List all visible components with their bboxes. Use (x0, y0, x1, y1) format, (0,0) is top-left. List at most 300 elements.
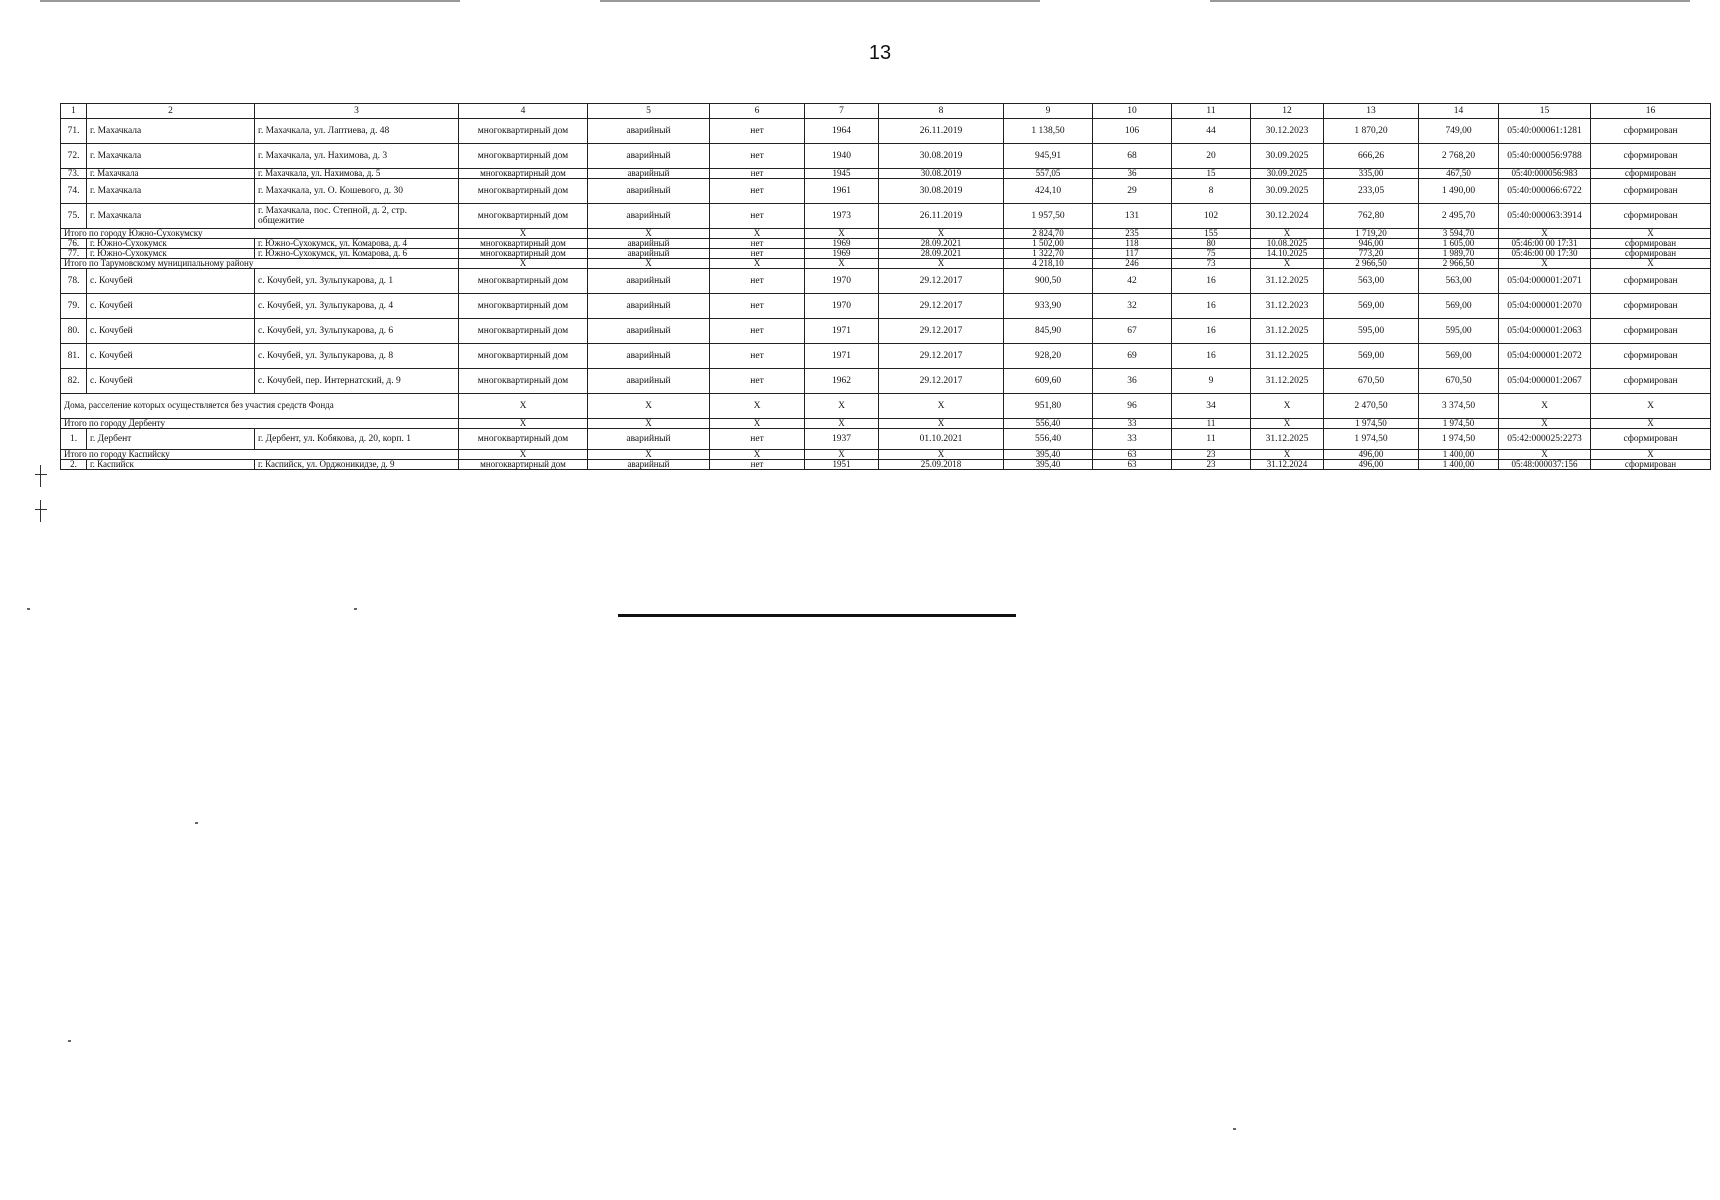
subtotal-value-cell: X (879, 394, 1004, 419)
subtotal-row (61, 259, 1711, 269)
table-row (61, 179, 1711, 204)
table-row (61, 119, 1711, 144)
locality-cell: г. Махачкала (87, 169, 255, 179)
column-header: 11 (1172, 104, 1251, 119)
residents-cell: 36 (1093, 369, 1172, 394)
address-cell: г. Махачкала, ул. Лаптиева, д. 48 (255, 119, 459, 144)
total-area-cell: 424,10 (1004, 179, 1093, 204)
subtotal-value-cell: X (1499, 259, 1591, 269)
year-built-cell: 1973 (805, 204, 879, 229)
recognition-flag-cell: нет (710, 269, 805, 294)
cadastral-number-cell: 05:40:000061:1281 (1499, 119, 1591, 144)
total-area-cell: 1 138,50 (1004, 119, 1093, 144)
address-cell: г. Махачкала, ул. Нахимова, д. 5 (255, 169, 459, 179)
recognition-date-cell: 30.08.2019 (879, 179, 1004, 204)
cadastral-number-cell: 05:04:000001:2072 (1499, 344, 1591, 369)
condition-cell: аварийный (588, 344, 710, 369)
locality-cell: г. Южно-Сухокумск (87, 249, 255, 259)
subtotal-value-cell: X (1591, 450, 1711, 460)
recognition-flag-cell: нет (710, 239, 805, 249)
subtotal-value-cell: X (588, 229, 710, 239)
subtotal-value-cell: 3 594,70 (1419, 229, 1499, 239)
table-row (61, 169, 1711, 179)
column-header: 15 (1499, 104, 1591, 119)
resettlement-deadline-cell: 31.12.2025 (1251, 344, 1324, 369)
subtotal-value-cell: 34 (1172, 394, 1251, 419)
margin-annotation-mark (40, 465, 55, 487)
area-value-13-cell: 496,00 (1324, 460, 1419, 470)
building-type-cell: многоквартирный дом (459, 344, 588, 369)
building-type-cell: многоквартирный дом (459, 460, 588, 470)
area-value-13-cell: 563,00 (1324, 269, 1419, 294)
units-cell: 16 (1172, 344, 1251, 369)
cadastral-number-cell: 05:04:000001:2071 (1499, 269, 1591, 294)
resettlement-deadline-cell: 31.12.2025 (1251, 429, 1324, 450)
building-type-cell: многоквартирный дом (459, 204, 588, 229)
condition-cell: аварийный (588, 460, 710, 470)
year-built-cell: 1961 (805, 179, 879, 204)
residents-cell: 33 (1093, 429, 1172, 450)
residents-cell: 42 (1093, 269, 1172, 294)
subtotal-row (61, 419, 1711, 429)
area-value-14-cell: 2 768,20 (1419, 144, 1499, 169)
status-cell: сформирован (1591, 169, 1711, 179)
row-number-cell: 81. (61, 344, 87, 369)
subtotal-value-cell: X (710, 229, 805, 239)
total-area-cell: 928,20 (1004, 344, 1093, 369)
scan-edge-mark (40, 0, 460, 2)
area-value-14-cell: 1 490,00 (1419, 179, 1499, 204)
row-number-cell: 82. (61, 369, 87, 394)
closing-rule (618, 614, 1016, 617)
table-row (61, 429, 1711, 450)
building-type-cell: многоквартирный дом (459, 294, 588, 319)
status-cell: сформирован (1591, 179, 1711, 204)
units-cell: 75 (1172, 249, 1251, 259)
status-cell: сформирован (1591, 344, 1711, 369)
table-row (61, 239, 1711, 249)
scan-speck (27, 608, 30, 610)
area-value-14-cell: 1 989,70 (1419, 249, 1499, 259)
resettlement-deadline-cell: 31.12.2025 (1251, 319, 1324, 344)
locality-cell: с. Кочубей (87, 269, 255, 294)
recognition-date-cell: 29.12.2017 (879, 294, 1004, 319)
recognition-flag-cell: нет (710, 460, 805, 470)
row-number-cell: 76. (61, 239, 87, 249)
units-cell: 80 (1172, 239, 1251, 249)
status-cell: сформирован (1591, 319, 1711, 344)
subtotal-value-cell: 63 (1093, 450, 1172, 460)
status-cell: сформирован (1591, 429, 1711, 450)
subtotal-row (61, 394, 1711, 419)
subtotal-value-cell: X (1591, 229, 1711, 239)
address-cell: г. Южно-Сухокумск, ул. Комарова, д. 6 (255, 249, 459, 259)
subtotal-value-cell: 235 (1093, 229, 1172, 239)
total-area-cell: 557,05 (1004, 169, 1093, 179)
locality-cell: г. Махачкала (87, 144, 255, 169)
status-cell: сформирован (1591, 294, 1711, 319)
building-type-cell: многоквартирный дом (459, 429, 588, 450)
area-value-14-cell: 563,00 (1419, 269, 1499, 294)
resettlement-deadline-cell: 31.12.2024 (1251, 460, 1324, 470)
locality-cell: г. Махачкала (87, 119, 255, 144)
address-cell: г. Дербент, ул. Кобякова, д. 20, корп. 1 (255, 429, 459, 450)
total-area-cell: 945,91 (1004, 144, 1093, 169)
subtotal-value-cell: X (1251, 450, 1324, 460)
condition-cell: аварийный (588, 294, 710, 319)
area-value-13-cell: 595,00 (1324, 319, 1419, 344)
area-value-14-cell: 1 400,00 (1419, 460, 1499, 470)
address-cell: с. Кочубей, ул. Зульпукарова, д. 1 (255, 269, 459, 294)
status-cell: сформирован (1591, 460, 1711, 470)
building-type-cell: многоквартирный дом (459, 249, 588, 259)
locality-cell: с. Кочубей (87, 344, 255, 369)
address-cell: с. Кочубей, ул. Зульпукарова, д. 8 (255, 344, 459, 369)
subtotal-value-cell: 11 (1172, 419, 1251, 429)
residents-cell: 117 (1093, 249, 1172, 259)
subtotal-value-cell: X (459, 419, 588, 429)
subtotal-value-cell: X (1591, 394, 1711, 419)
year-built-cell: 1971 (805, 344, 879, 369)
residents-cell: 118 (1093, 239, 1172, 249)
resettlement-deadline-cell: 30.12.2024 (1251, 204, 1324, 229)
address-cell: г. Махачкала, ул. Нахимова, д. 3 (255, 144, 459, 169)
recognition-date-cell: 26.11.2019 (879, 204, 1004, 229)
units-cell: 11 (1172, 429, 1251, 450)
status-cell: сформирован (1591, 249, 1711, 259)
condition-cell: аварийный (588, 319, 710, 344)
subtotal-value-cell: 4 218,10 (1004, 259, 1093, 269)
subtotal-value-cell: 73 (1172, 259, 1251, 269)
area-value-14-cell: 1 605,00 (1419, 239, 1499, 249)
locality-cell: г. Махачкала (87, 204, 255, 229)
scan-speck (1233, 1128, 1236, 1130)
subtotal-value-cell: 3 374,50 (1419, 394, 1499, 419)
subtotal-value-cell: 951,80 (1004, 394, 1093, 419)
recognition-flag-cell: нет (710, 429, 805, 450)
locality-cell: г. Каспийск (87, 460, 255, 470)
recognition-date-cell: 28.09.2021 (879, 239, 1004, 249)
units-cell: 16 (1172, 319, 1251, 344)
column-header: 12 (1251, 104, 1324, 119)
residents-cell: 32 (1093, 294, 1172, 319)
total-area-cell: 1 322,70 (1004, 249, 1093, 259)
subtotal-value-cell: 1 974,50 (1419, 419, 1499, 429)
building-type-cell: многоквартирный дом (459, 144, 588, 169)
condition-cell: аварийный (588, 144, 710, 169)
subtotal-value-cell: 556,40 (1004, 419, 1093, 429)
resettlement-deadline-cell: 31.12.2023 (1251, 294, 1324, 319)
subtotal-value-cell: 2 824,70 (1004, 229, 1093, 239)
area-value-13-cell: 666,26 (1324, 144, 1419, 169)
address-cell: с. Кочубей, ул. Зульпукарова, д. 6 (255, 319, 459, 344)
condition-cell: аварийный (588, 249, 710, 259)
row-number-cell: 80. (61, 319, 87, 344)
recognition-flag-cell: нет (710, 369, 805, 394)
address-cell: г. Махачкала, пос. Степной, д. 2, стр. общежитие (255, 204, 459, 229)
residents-cell: 131 (1093, 204, 1172, 229)
units-cell: 23 (1172, 460, 1251, 470)
resettlement-deadline-cell: 30.09.2025 (1251, 179, 1324, 204)
area-value-13-cell: 1 974,50 (1324, 429, 1419, 450)
subtotal-value-cell: X (710, 419, 805, 429)
column-header: 9 (1004, 104, 1093, 119)
subtotal-value-cell: 96 (1093, 394, 1172, 419)
address-cell: с. Кочубей, пер. Интернатский, д. 9 (255, 369, 459, 394)
column-header: 1 (61, 104, 87, 119)
subtotal-label: Дома, расселение которых осуществляется без участия средств Фонда (61, 394, 459, 419)
subtotal-label: Итого по городу Каспийску (61, 450, 459, 460)
status-cell: сформирован (1591, 144, 1711, 169)
area-value-13-cell: 233,05 (1324, 179, 1419, 204)
residents-cell: 68 (1093, 144, 1172, 169)
status-cell: сформирован (1591, 369, 1711, 394)
units-cell: 15 (1172, 169, 1251, 179)
table-row (61, 249, 1711, 259)
recognition-date-cell: 29.12.2017 (879, 269, 1004, 294)
table-row (61, 294, 1711, 319)
resettlement-deadline-cell: 31.12.2025 (1251, 269, 1324, 294)
units-cell: 9 (1172, 369, 1251, 394)
total-area-cell: 933,90 (1004, 294, 1093, 319)
address-cell: г. Махачкала, ул. О. Кошевого, д. 30 (255, 179, 459, 204)
column-header: 8 (879, 104, 1004, 119)
column-header: 4 (459, 104, 588, 119)
subtotal-value-cell: X (1499, 450, 1591, 460)
table-row (61, 344, 1711, 369)
subtotal-value-cell: X (588, 419, 710, 429)
subtotal-value-cell: X (710, 259, 805, 269)
year-built-cell: 1937 (805, 429, 879, 450)
units-cell: 8 (1172, 179, 1251, 204)
resettlement-deadline-cell: 30.09.2025 (1251, 169, 1324, 179)
subtotal-value-cell: 246 (1093, 259, 1172, 269)
row-number-cell: 77. (61, 249, 87, 259)
recognition-flag-cell: нет (710, 119, 805, 144)
condition-cell: аварийный (588, 239, 710, 249)
recognition-date-cell: 29.12.2017 (879, 319, 1004, 344)
units-cell: 44 (1172, 119, 1251, 144)
condition-cell: аварийный (588, 429, 710, 450)
recognition-date-cell: 29.12.2017 (879, 369, 1004, 394)
subtotal-value-cell: X (1591, 419, 1711, 429)
subtotal-value-cell: X (805, 229, 879, 239)
table-row (61, 460, 1711, 470)
condition-cell: аварийный (588, 369, 710, 394)
subtotal-value-cell: 395,40 (1004, 450, 1093, 460)
area-value-14-cell: 670,50 (1419, 369, 1499, 394)
subtotal-value-cell: X (1251, 259, 1324, 269)
year-built-cell: 1945 (805, 169, 879, 179)
area-value-13-cell: 946,00 (1324, 239, 1419, 249)
recognition-flag-cell: нет (710, 179, 805, 204)
subtotal-value-cell: X (710, 450, 805, 460)
subtotal-value-cell: X (588, 450, 710, 460)
subtotal-label: Итого по городу Южно-Сухокумску (61, 229, 459, 239)
subtotal-value-cell: X (805, 419, 879, 429)
subtotal-value-cell: 1 974,50 (1324, 419, 1419, 429)
row-number-cell: 2. (61, 460, 87, 470)
area-value-14-cell: 2 495,70 (1419, 204, 1499, 229)
year-built-cell: 1962 (805, 369, 879, 394)
area-value-13-cell: 762,80 (1324, 204, 1419, 229)
scan-speck (354, 608, 357, 610)
cadastral-number-cell: 05:48:000037:156 (1499, 460, 1591, 470)
table-row (61, 319, 1711, 344)
resettlement-deadline-cell: 14.10.2025 (1251, 249, 1324, 259)
area-value-13-cell: 773,20 (1324, 249, 1419, 259)
cadastral-number-cell: 05:46:00 00 17:31 (1499, 239, 1591, 249)
area-value-14-cell: 569,00 (1419, 294, 1499, 319)
area-value-14-cell: 1 974,50 (1419, 429, 1499, 450)
subtotal-value-cell: X (805, 450, 879, 460)
column-header: 2 (87, 104, 255, 119)
status-cell: сформирован (1591, 119, 1711, 144)
residents-cell: 67 (1093, 319, 1172, 344)
recognition-flag-cell: нет (710, 294, 805, 319)
subtotal-value-cell: X (459, 229, 588, 239)
recognition-date-cell: 29.12.2017 (879, 344, 1004, 369)
subtotal-value-cell: X (1251, 394, 1324, 419)
recognition-date-cell: 28.09.2021 (879, 249, 1004, 259)
row-number-cell: 72. (61, 144, 87, 169)
subtotal-value-cell: X (459, 394, 588, 419)
locality-cell: г. Махачкала (87, 179, 255, 204)
total-area-cell: 556,40 (1004, 429, 1093, 450)
condition-cell: аварийный (588, 119, 710, 144)
total-area-cell: 845,90 (1004, 319, 1093, 344)
subtotal-value-cell: X (588, 259, 710, 269)
units-cell: 16 (1172, 269, 1251, 294)
subtotal-value-cell: X (879, 259, 1004, 269)
cadastral-number-cell: 05:04:000001:2070 (1499, 294, 1591, 319)
total-area-cell: 395,40 (1004, 460, 1093, 470)
row-number-cell: 71. (61, 119, 87, 144)
row-number-cell: 78. (61, 269, 87, 294)
row-number-cell: 74. (61, 179, 87, 204)
building-type-cell: многоквартирный дом (459, 369, 588, 394)
recognition-flag-cell: нет (710, 249, 805, 259)
units-cell: 20 (1172, 144, 1251, 169)
resettlement-deadline-cell: 31.12.2025 (1251, 369, 1324, 394)
subtotal-value-cell: 1 719,20 (1324, 229, 1419, 239)
units-cell: 16 (1172, 294, 1251, 319)
year-built-cell: 1969 (805, 249, 879, 259)
status-cell: сформирован (1591, 269, 1711, 294)
subtotal-value-cell: 33 (1093, 419, 1172, 429)
column-header: 10 (1093, 104, 1172, 119)
subtotal-row (61, 450, 1711, 460)
scan-speck (195, 822, 198, 824)
subtotal-value-cell: 2 966,50 (1419, 259, 1499, 269)
recognition-flag-cell: нет (710, 344, 805, 369)
subtotal-value-cell: 496,00 (1324, 450, 1419, 460)
address-cell: г. Каспийск, ул. Орджоникидзе, д. 9 (255, 460, 459, 470)
recognition-date-cell: 30.08.2019 (879, 169, 1004, 179)
area-value-13-cell: 670,50 (1324, 369, 1419, 394)
recognition-date-cell: 25.09.2018 (879, 460, 1004, 470)
subtotal-value-cell: 23 (1172, 450, 1251, 460)
subtotal-label: Итого по Тарумовскому муниципальному району (61, 259, 459, 269)
total-area-cell: 900,50 (1004, 269, 1093, 294)
cadastral-number-cell: 05:46:00 00 17:30 (1499, 249, 1591, 259)
subtotal-value-cell: X (805, 259, 879, 269)
locality-cell: с. Кочубей (87, 319, 255, 344)
scan-speck (68, 1040, 71, 1042)
scan-edge-mark (600, 0, 1040, 2)
condition-cell: аварийный (588, 179, 710, 204)
building-type-cell: многоквартирный дом (459, 269, 588, 294)
area-value-13-cell: 1 870,20 (1324, 119, 1419, 144)
cadastral-number-cell: 05:04:000001:2063 (1499, 319, 1591, 344)
address-cell: с. Кочубей, ул. Зульпукарова, д. 4 (255, 294, 459, 319)
year-built-cell: 1970 (805, 294, 879, 319)
residents-cell: 69 (1093, 344, 1172, 369)
subtotal-label: Итого по городу Дербенту (61, 419, 459, 429)
cadastral-number-cell: 05:40:000063:3914 (1499, 204, 1591, 229)
condition-cell: аварийный (588, 269, 710, 294)
subtotal-value-cell: X (879, 229, 1004, 239)
cadastral-number-cell: 05:40:000056:983 (1499, 169, 1591, 179)
table-row (61, 204, 1711, 229)
area-value-14-cell: 749,00 (1419, 119, 1499, 144)
residents-cell: 36 (1093, 169, 1172, 179)
row-number-cell: 73. (61, 169, 87, 179)
year-built-cell: 1971 (805, 319, 879, 344)
subtotal-value-cell: 2 966,50 (1324, 259, 1419, 269)
locality-cell: г. Дербент (87, 429, 255, 450)
year-built-cell: 1969 (805, 239, 879, 249)
housing-registry-table (60, 103, 1711, 470)
column-header: 13 (1324, 104, 1419, 119)
subtotal-value-cell: X (879, 450, 1004, 460)
subtotal-value-cell: X (1251, 419, 1324, 429)
area-value-14-cell: 595,00 (1419, 319, 1499, 344)
locality-cell: с. Кочубей (87, 369, 255, 394)
scan-edge-mark (1210, 0, 1690, 2)
subtotal-value-cell: X (1251, 229, 1324, 239)
area-value-13-cell: 569,00 (1324, 344, 1419, 369)
row-number-cell: 79. (61, 294, 87, 319)
recognition-date-cell: 30.08.2019 (879, 144, 1004, 169)
subtotal-value-cell: X (1591, 259, 1711, 269)
residents-cell: 106 (1093, 119, 1172, 144)
locality-cell: г. Южно-Сухокумск (87, 239, 255, 249)
subtotal-row (61, 229, 1711, 239)
resettlement-deadline-cell: 10.08.2025 (1251, 239, 1324, 249)
subtotal-value-cell: 1 400,00 (1419, 450, 1499, 460)
row-number-cell: 75. (61, 204, 87, 229)
cadastral-number-cell: 05:04:000001:2067 (1499, 369, 1591, 394)
page-number: 13 (868, 42, 892, 64)
residents-cell: 29 (1093, 179, 1172, 204)
condition-cell: аварийный (588, 204, 710, 229)
status-cell: сформирован (1591, 204, 1711, 229)
recognition-flag-cell: нет (710, 319, 805, 344)
column-header: 3 (255, 104, 459, 119)
area-value-14-cell: 467,50 (1419, 169, 1499, 179)
row-number-cell: 1. (61, 429, 87, 450)
cadastral-number-cell: 05:40:000066:6722 (1499, 179, 1591, 204)
table-row (61, 369, 1711, 394)
column-header: 16 (1591, 104, 1711, 119)
margin-annotation-mark (40, 500, 55, 522)
building-type-cell: многоквартирный дом (459, 239, 588, 249)
subtotal-value-cell: X (805, 394, 879, 419)
locality-cell: с. Кочубей (87, 294, 255, 319)
address-cell: г. Южно-Сухокумск, ул. Комарова, д. 4 (255, 239, 459, 249)
recognition-flag-cell: нет (710, 204, 805, 229)
